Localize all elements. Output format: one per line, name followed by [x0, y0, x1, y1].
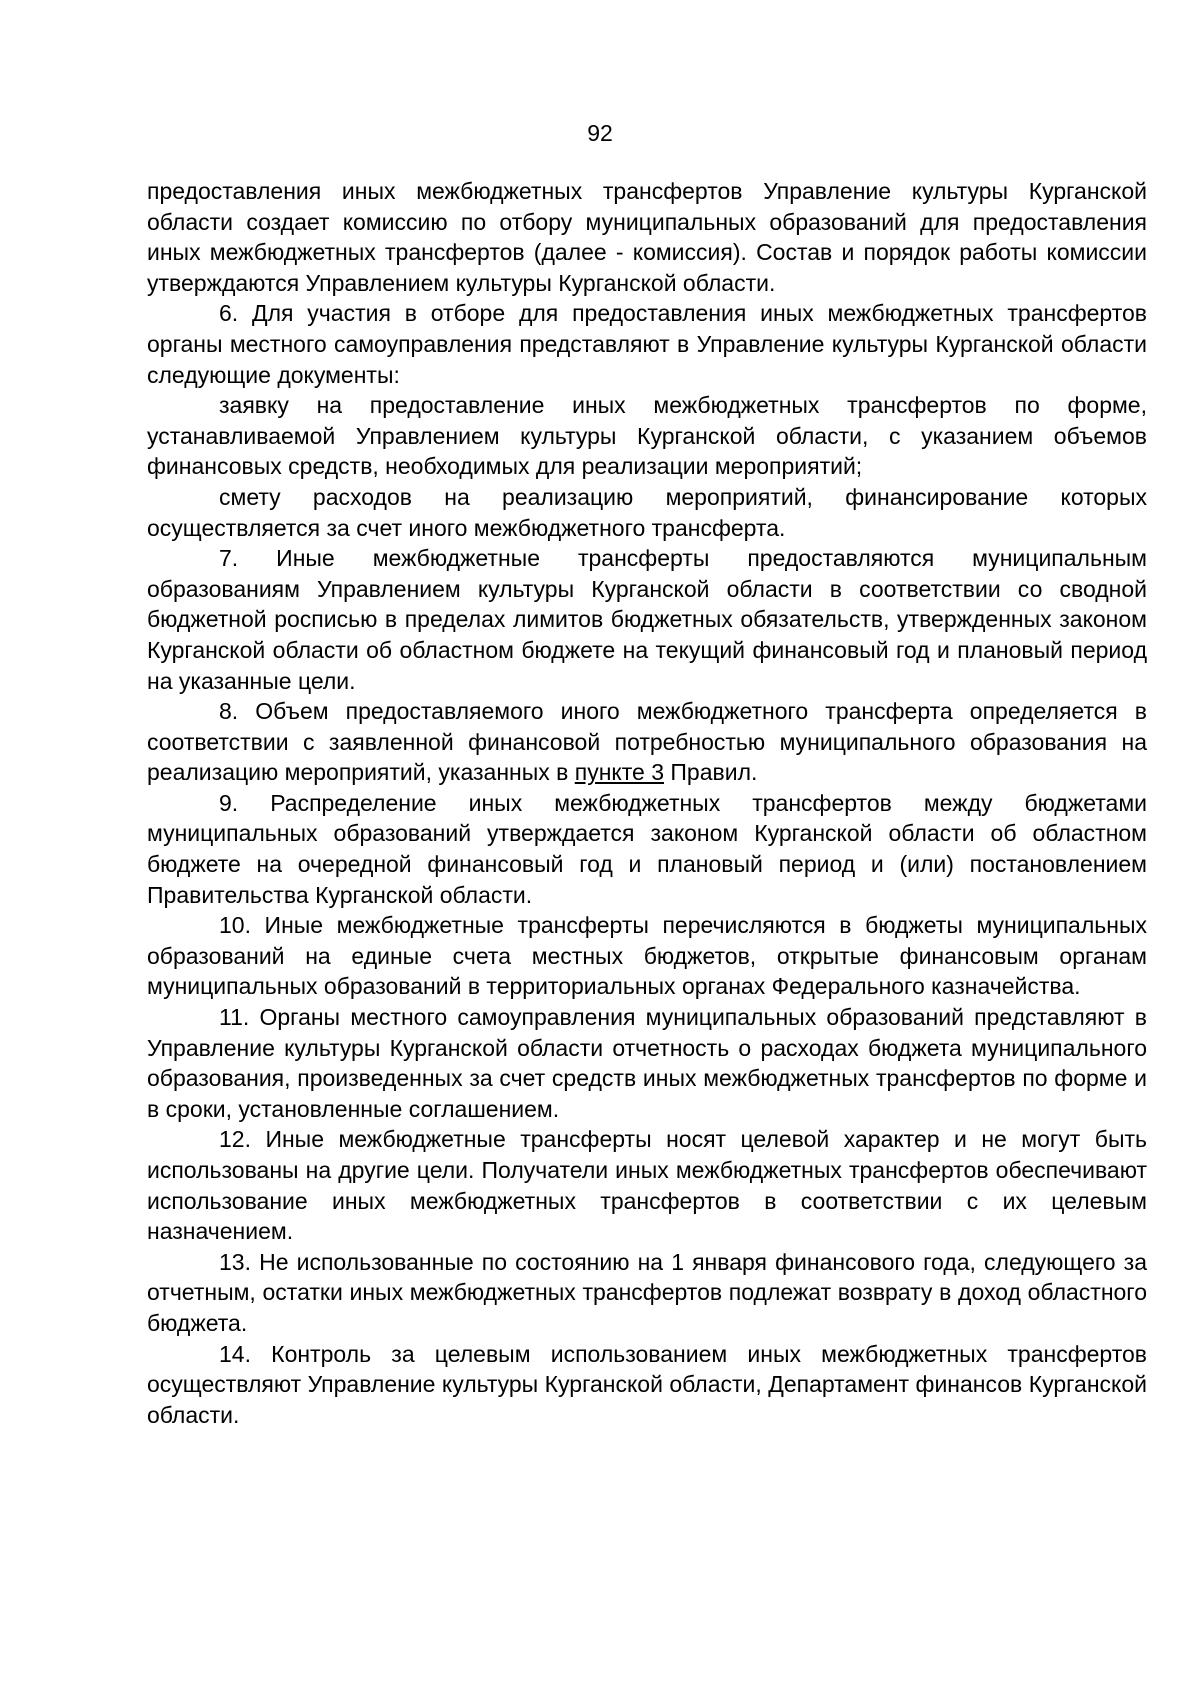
paragraph-7: 7. Иные межбюджетные трансферты предоставляются муниципальным образованиям Управлением культуры Курганской области в соответствии со сводной бюджетной росписью в пределах лимитов бюджетных обязательств, утвержденных законом Курганской области об областном бюджете на текущий финансовый год и плановый период на указанные цели. [147, 545, 1147, 694]
paragraph-11: 11. Органы местного самоуправления муниципальных образований представляют в Управление культуры Курганской области отчетность о расходах бюджета муниципального образования, произведенных за счет средств иных межбюджетных трансфертов по форме и в сроки, установленные соглашением. [147, 1004, 1147, 1122]
paragraph-8-tail: Правил. [664, 759, 758, 786]
paragraph-6: 6. Для участия в отборе для предоставления иных межбюджетных трансфертов органы местного самоуправления представляют в Управление культуры Курганской области следующие документы: [147, 300, 1147, 388]
paragraph-8-text: 8. Объем предоставляемого иного межбюджетного трансферта определяется в соответствии с заявленной финансовой потребностью муниципального образования на реализацию мероприятий, указанных в [147, 698, 1147, 786]
document-body [147, 176, 1147, 1430]
page-number: 92 [587, 120, 613, 146]
paragraph-9: 9. Распределение иных межбюджетных трансфертов между бюджетами муниципальных образований утверждается законом Курганской области об областном бюджете на очередной финансовый год и плановый период и (или) постановлением Правительства Курганской области. [147, 789, 1147, 908]
paragraph-6-item-application: заявку на предоставление иных межбюджетных трансфертов по форме, устанавливаемой Управлением культуры Курганской области, с указанием объемов финансовых средств, необходимых для реализации мероприятий; [147, 392, 1147, 480]
paragraph-10: 10. Иные межбюджетные трансферты перечисляются в бюджеты муниципальных образований на единые счета местных бюджетов, открытые финансовым органам муниципальных образований в территориальных органах Федерального казначейства. [147, 912, 1147, 1000]
paragraph-14: 14. Контроль за целевым использованием иных межбюджетных трансфертов осуществляют Управление культуры Курганской области, Департамент финансов Курганской области. [147, 1340, 1147, 1428]
paragraph-13: 13. Не использованные по состоянию на 1 января финансового года, следующего за отчетным, остатки иных межбюджетных трансфертов подлежат возврату в доход областного бюджета. [147, 1248, 1147, 1336]
clause-3-link[interactable]: пункте 3 [574, 759, 664, 786]
paragraph-6-item-estimate: смету расходов на реализацию мероприятий, финансирование которых осуществляется за счет иного межбюджетного трансферта. [147, 483, 1147, 541]
paragraph-12: 12. Иные межбюджетные трансферты носят целевой характер и не могут быть использованы на другие цели. Получатели иных межбюджетных трансфертов обеспечивают использование иных межбюджетных трансфертов в соответствии с их целевым назначением. [147, 1126, 1147, 1245]
paragraph-8 [147, 696, 1147, 788]
paragraph-continuation: предоставления иных межбюджетных трансфертов Управление культуры Курганской области создает комиссию по отбору муниципальных образований для предоставления иных межбюджетных трансфертов (далее - комиссия). Состав и порядок работы комиссии утверждаются Управлением культуры Курганской области. [147, 178, 1147, 296]
